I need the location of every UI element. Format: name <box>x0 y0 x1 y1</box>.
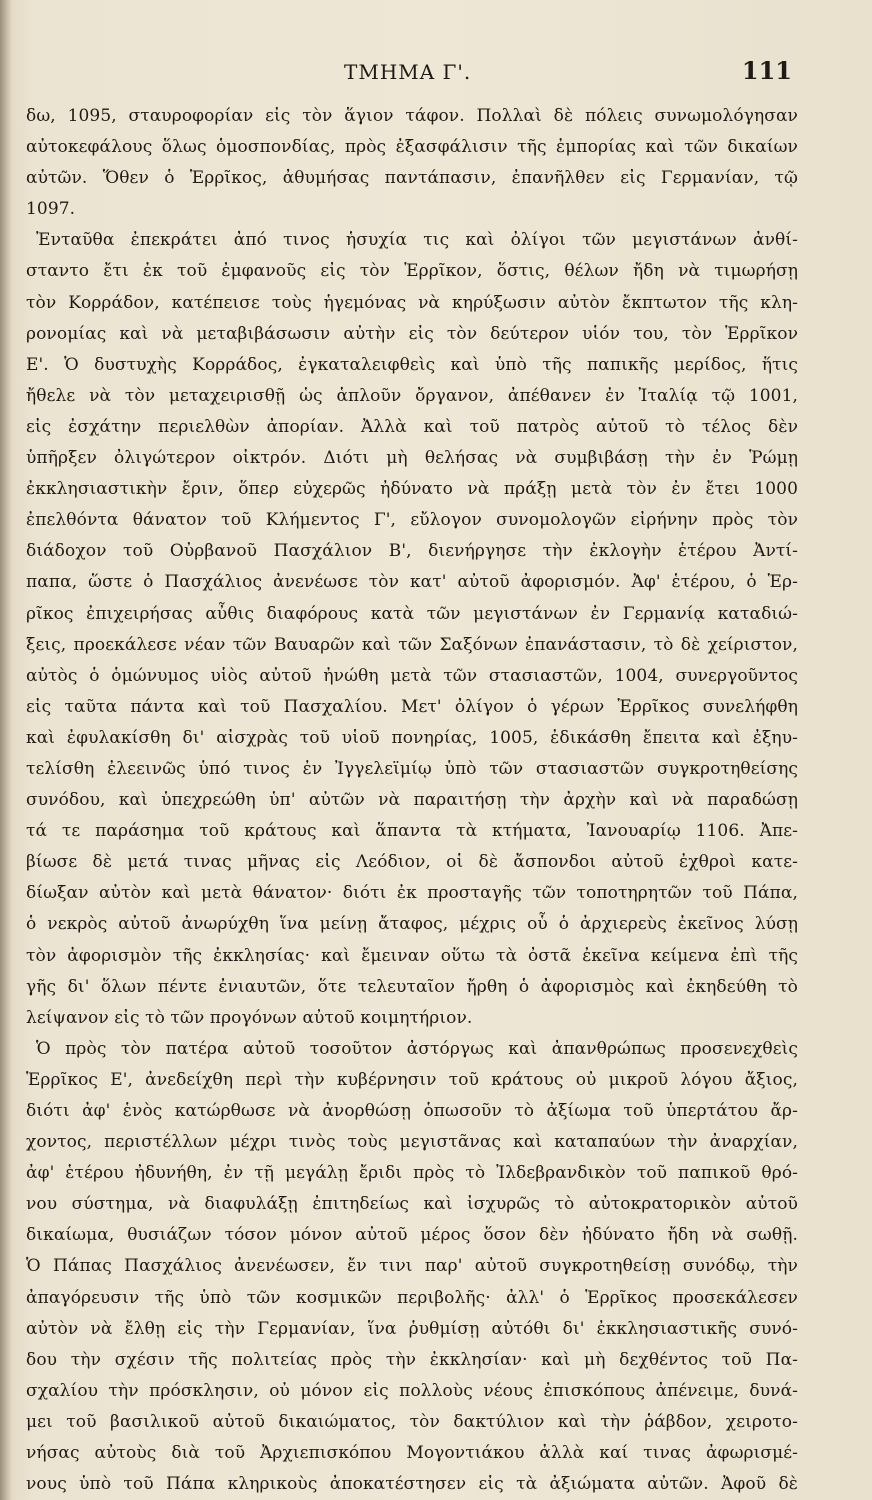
text-line: Ε'. Ὁ δυστυχὴς Κορράδος, ἐγκαταλειφθεὶς καὶ ὑπὸ τῆς παπικῆς μερίδος, ἥτις <box>26 354 798 375</box>
text-line: διότι ἀφ' ἑνὸς κατώρθωσε νὰ ἀνορθώσῃ ὁπωσοῦν τὸ ἀξίωμα τοῦ ὑπερτάτου ἄρ- <box>26 1101 798 1121</box>
page-number: 111 <box>741 56 792 85</box>
text-line: ὁ νεκρὸς αὐτοῦ ἀνωρύχθη ἵνα μείνῃ ἄταφος, μέχρις οὗ ὁ ἀρχιερεὺς ἐκεῖνος λύσῃ <box>26 914 798 935</box>
text-line: ὑπῆρξεν ὀλιγώτερον οἰκτρόν. Διότι μὴ θελήσας νὰ συμβιβάσῃ τὴν ἐν Ῥώμῃ <box>26 448 798 469</box>
page-binding-edge <box>0 0 12 1500</box>
text-line: χοντος, περιστέλλων μέχρι τινὸς τοὺς μεγιστᾶνας καὶ καταπαύων τὴν ἀναρχίαν, <box>26 1132 798 1153</box>
text-line: ἤθελε νὰ τὸν μεταχειρισθῇ ὡς ἁπλοῦν ὄργανον, ἀπέθανεν ἐν Ἰταλίᾳ τῷ 1001, <box>26 385 798 406</box>
text-line: συνόδου, καὶ ὑπεχρεώθη ὑπ' αὐτῶν νὰ παραιτήσῃ τὴν ἀρχὴν καὶ νὰ παραδώσῃ <box>26 790 798 811</box>
text-line: καὶ ἐφυλακίσθη δι' αἰσχρὰς τοῦ υἱοῦ πονηρίας, 1005, ἐδικάσθη ἔπειτα καὶ ἐξηυ- <box>26 727 798 748</box>
text-line: δου τὴν σχέσιν τῆς πολιτείας πρὸς τὴν ἐκκλησίαν· καὶ μὴ δεχθέντος τοῦ Πα- <box>26 1349 798 1370</box>
text-line: Ὁ πρὸς τὸν πατέρα αὐτοῦ τοσοῦτον ἀστόργως καὶ ἀπανθρώπως προσενεχθεὶς <box>36 1038 798 1059</box>
text-line: ἀφ' ἑτέρου ἠδυνήθη, ἐν τῇ μεγάλῃ ἔριδι πρὸς τὸ Ἰλδεβρανδικὸν τοῦ παπικοῦ θρό- <box>26 1163 798 1184</box>
text-line: ρῖκος ἐπιχειρήσας αὖθις διαφόρους κατὰ τῶν μεγιστάνων ἐν Γερμανίᾳ καταδιώ- <box>26 603 798 624</box>
text-line: δίωξαν αὐτὸν καὶ μετὰ θάνατον· διότι ἐκ προσταγῆς τῶν τοποτηρητῶν τοῦ Πάπα, <box>26 883 798 904</box>
text-line: ἐκκλησιαστικὴν ἔριν, ὅπερ εὐχερῶς ἠδύνατο νὰ πράξῃ μετὰ τὸν ἐν ἔτει 1000 <box>26 479 798 500</box>
text-line: νήσας αὐτοὺς διὰ τοῦ Ἀρχιεπισκόπου Μογοντιάκου ἀλλὰ καί τινας ἀφωρισμέ- <box>26 1443 798 1464</box>
text-line: 1097. <box>26 199 76 220</box>
text-line: αὐτὸν νὰ ἔλθῃ εἰς τὴν Γερμανίαν, ἵνα ῥυθμίσῃ αὐτόθι δι' ἐκκλησιαστικῆς συνό- <box>26 1318 798 1339</box>
text-line: τά τε παράσημα τοῦ κράτους καὶ ἅπαντα τὰ κτήματα, Ἰανουαρίῳ 1106. Ἀπε- <box>26 821 798 842</box>
text-line: αὐτὸς ὁ ὁμώνυμος υἱὸς αὐτοῦ ἠνώθη μετὰ τῶν στασιαστῶν, 1004, συνεργοῦντος <box>26 665 798 686</box>
text-line: αὐτῶν. Ὅθεν ὁ Ἑρρῖκος, ἀθυμήσας παντάπασιν, ἐπανῆλθεν εἰς Γερμανίαν, τῷ <box>26 168 798 189</box>
text-line: Ὁ Πάπας Πασχάλιος ἀνενέωσεν, ἔν τινι παρ' αὐτοῦ συγκροτηθείσῃ συνόδῳ, τὴν <box>26 1256 798 1277</box>
text-line: σταντο ἔτι ἐκ τοῦ ἐμφανοῦς εἰς τὸν Ἑρρῖκον, ὅστις, θέλων ἤδη νὰ τιμωρήσῃ <box>26 261 798 282</box>
text-line: τὸν Κορράδον, κατέπεισε τοὺς ἡγεμόνας νὰ κηρύξωσιν αὐτὸν ἔκπτωτον τῆς κλη- <box>26 292 798 313</box>
text-line: Ἑρρῖκος Ε', ἀνεδείχθη περὶ τὴν κυβέρνησιν τοῦ κράτους οὐ μικροῦ λόγου ἄξιος, <box>26 1069 798 1090</box>
text-line: δικαίωμα, θυσιάζων τόσον μόνον αὐτοῦ μέρος ὅσον δὲν ἠδύνατο ἤδη νὰ σωθῇ. <box>26 1225 798 1246</box>
text-line: τὸν ἀφορισμὸν τῆς ἐκκλησίας· καὶ ἔμειναν οὕτω τὰ ὀστᾶ ἐκεῖνα κείμενα ἐπὶ τῆς <box>26 945 798 966</box>
text-line: εἰς ταῦτα πάντα καὶ τοῦ Πασχαλίου. Μετ' ὀλίγον ὁ γέρων Ἑρρῖκος συνελήφθη <box>26 696 798 717</box>
text-line: ξεις, προεκάλεσε νέαν τῶν Βαυαρῶν καὶ τῶν Σαξόνων ἐπανάστασιν, τὸ δὲ χείριστον, <box>26 634 798 655</box>
text-line: ρονομίας καὶ νὰ μεταβιβάσωσιν αὐτὴν εἰς τὸν δεύτερον υἱόν του, τὸν Ἑρρῖκον <box>26 323 798 344</box>
text-line: γῆς δι' ὅλων πέντε ἐνιαυτῶν, ὅτε τελευταῖον ἤρθη ὁ ἀφορισμὸς καὶ ἐκηδεύθη τὸ <box>26 976 798 997</box>
body-text <box>26 101 798 1500</box>
text-line: νους ὑπὸ τοῦ Πάπα κληρικοὺς ἀποκατέστησεν εἰς τὰ ἀξιώματα αὐτῶν. Ἀφοῦ δὲ <box>26 1474 798 1495</box>
text-line: μει τοῦ βασιλικοῦ αὐτοῦ δικαιώματος, τὸν δακτύλιον καὶ τὴν ῥάβδον, χειροτο- <box>26 1411 798 1432</box>
text-line: αὐτοκεφάλους ὅλως ὁμοσπονδίας, πρὸς ἐξασφάλισιν τῆς ἐμπορίας καὶ τῶν δικαίων <box>26 137 798 158</box>
text-line: ἐπελθόντα θάνατον τοῦ Κλήμεντος Γ', εὔλογον συνομολογῶν εἰρήνην πρὸς τὸν <box>26 510 798 531</box>
text-line: ἀπαγόρευσιν τῆς ὑπὸ τῶν κοσμικῶν περιβολῆς· ἀλλ' ὁ Ἑρρῖκος προσεκάλεσεν <box>26 1287 798 1308</box>
text-line: τελίσθη ἐλεεινῶς ὑπό τινος ἐν Ἰγγελεϊμίῳ ὑπὸ τῶν στασιαστῶν συγκροτηθείσης <box>26 758 798 779</box>
text-line: σχαλίου τὴν πρόσκλησιν, οὐ μόνον εἰς πολλοὺς νέους ἐπισκόπους ἀπένειμε, δυνά- <box>26 1380 798 1401</box>
text-line: παπα, ὥστε ὁ Πασχάλιος ἀνενέωσε τὸν κατ' αὐτοῦ ἀφορισμόν. Ἀφ' ἑτέρου, ὁ Ἑρ- <box>26 572 798 593</box>
text-line: διάδοχον τοῦ Οὐρβανοῦ Πασχάλιον Β', διενήργησε τὴν ἐκλογὴν ἑτέρου Ἀντί- <box>26 541 798 562</box>
text-line: νου σύστημα, νὰ διαφυλάξῃ ἐπιτηδείως καὶ ἰσχυρῶς τὸ αὐτοκρατορικὸν αὐτοῦ <box>26 1194 798 1215</box>
text-line: Ἐνταῦθα ἐπεκράτει ἀπό τινος ἡσυχία τις καὶ ὀλίγοι τῶν μεγιστάνων ἀνθί- <box>36 230 798 251</box>
text-line: δω, 1095, σταυροφορίαν εἰς τὸν ἅγιον τάφον. Πολλαὶ δὲ πόλεις συνωμολόγησαν <box>26 106 798 126</box>
running-head: ΤΜΗΜΑ Γ'. <box>344 60 472 84</box>
page-header <box>0 56 872 96</box>
text-line: βίωσε δὲ μετά τινας μῆνας εἰς Λεόδιον, οἱ δὲ ἄσπονδοι αὐτοῦ ἐχθροὶ κατε- <box>26 852 798 873</box>
text-line: εἰς ἐσχάτην περιελθὼν ἀπορίαν. Ἀλλὰ καὶ τοῦ πατρὸς αὐτοῦ τὸ τέλος δὲν <box>26 416 798 437</box>
text-line: λείψανον εἰς τὸ τῶν προγόνων αὐτοῦ κοιμητήριον. <box>26 1007 473 1028</box>
